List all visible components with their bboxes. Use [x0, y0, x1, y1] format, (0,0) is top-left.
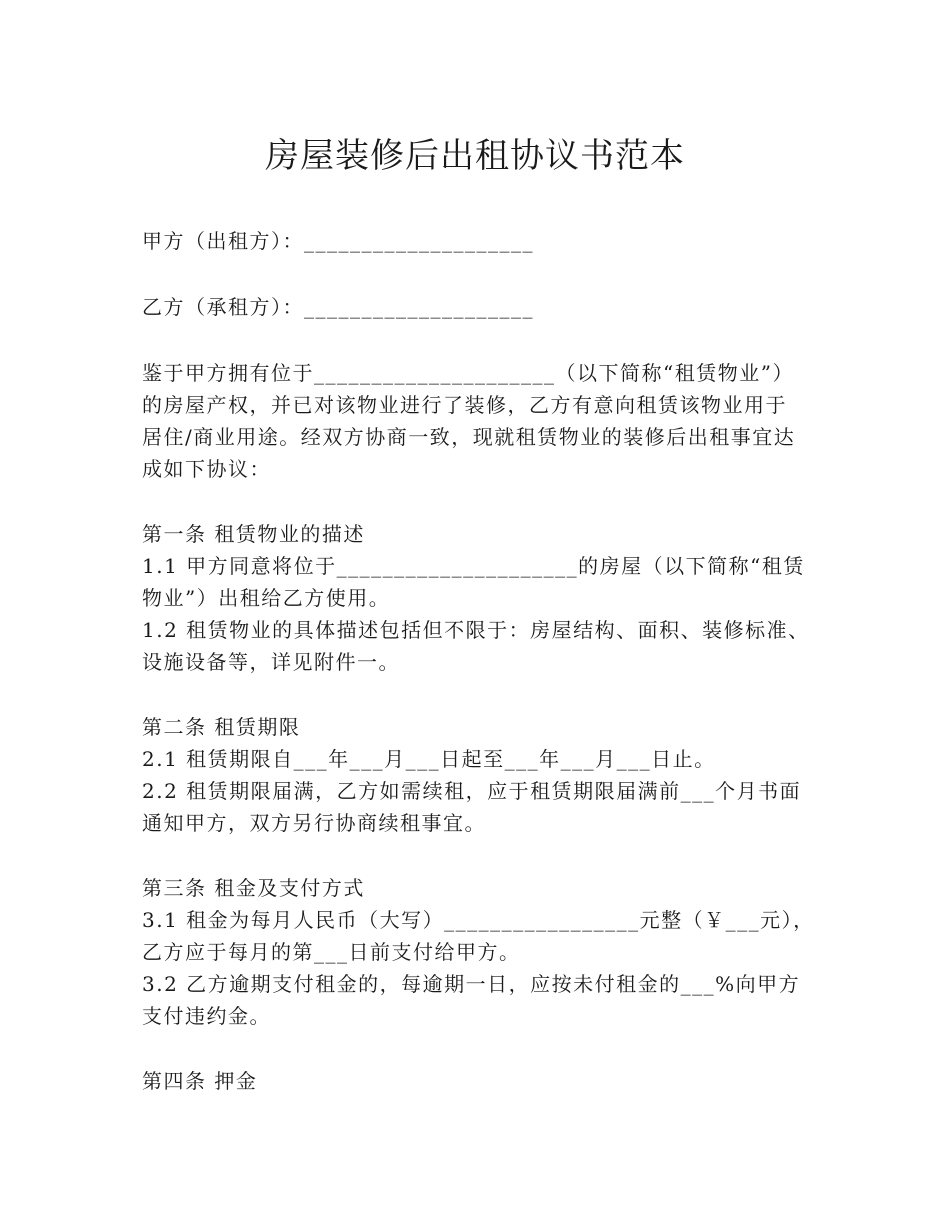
article-line: 支付违约金。 — [142, 1004, 271, 1028]
article-heading: 第三条 租金及支付方式 — [142, 876, 365, 900]
article-line: 1.1 甲方同意将位于_____________________的房屋（以下简称“租赁 — [142, 554, 805, 578]
article-line: 设施设备等，详见附件一。 — [142, 650, 400, 674]
preamble — [142, 357, 822, 485]
preamble-line: 鉴于甲方拥有位于_____________________（以下简称“租赁物业”） — [142, 361, 794, 385]
preamble-line: 居住/商业用途。经双方协商一致，现就租赁物业的装修后出租事宜达 — [142, 425, 796, 449]
preamble-line: 成如下协议： — [142, 457, 271, 481]
article-line: 2.1 租赁期限自___年___月___日起至___年___月___日止。 — [142, 747, 716, 771]
document-title: 房屋装修后出租协议书范本 — [265, 136, 685, 176]
article-line: 3.1 租金为每月人民币（大写）_________________元整（￥___元）， — [142, 908, 815, 932]
article-3 — [142, 872, 822, 1032]
article-line: 通知甲方，双方另行协商续租事宜。 — [142, 811, 486, 835]
party-a-line: 甲方（出租方）：____________________ — [142, 229, 534, 253]
article-heading: 第二条 租赁期限 — [142, 715, 301, 739]
article-1 — [142, 518, 822, 678]
article-line: 3.2 乙方逾期支付租金的，每逾期一日，应按未付租金的___%向甲方 — [142, 972, 801, 996]
party-b-line: 乙方（承租方）：____________________ — [142, 295, 534, 319]
preamble-line: 的房屋产权，并已对该物业进行了装修，乙方有意向租赁该物业用于 — [142, 393, 787, 417]
article-2 — [142, 711, 822, 839]
document-body — [142, 225, 822, 1097]
article-heading: 第四条 押金 — [142, 1069, 258, 1093]
article-line: 1.2 租赁物业的具体描述包括但不限于：房屋结构、面积、装修标准、 — [142, 618, 810, 642]
article-4 — [142, 1065, 822, 1097]
article-line: 乙方应于每月的第___日前支付给甲方。 — [142, 940, 521, 964]
article-line: 物业”）出租给乙方使用。 — [142, 586, 391, 610]
article-heading: 第一条 租赁物业的描述 — [142, 522, 365, 546]
article-line: 2.2 租赁期限届满，乙方如需续租，应于租赁期限届满前___个月书面 — [142, 779, 802, 803]
